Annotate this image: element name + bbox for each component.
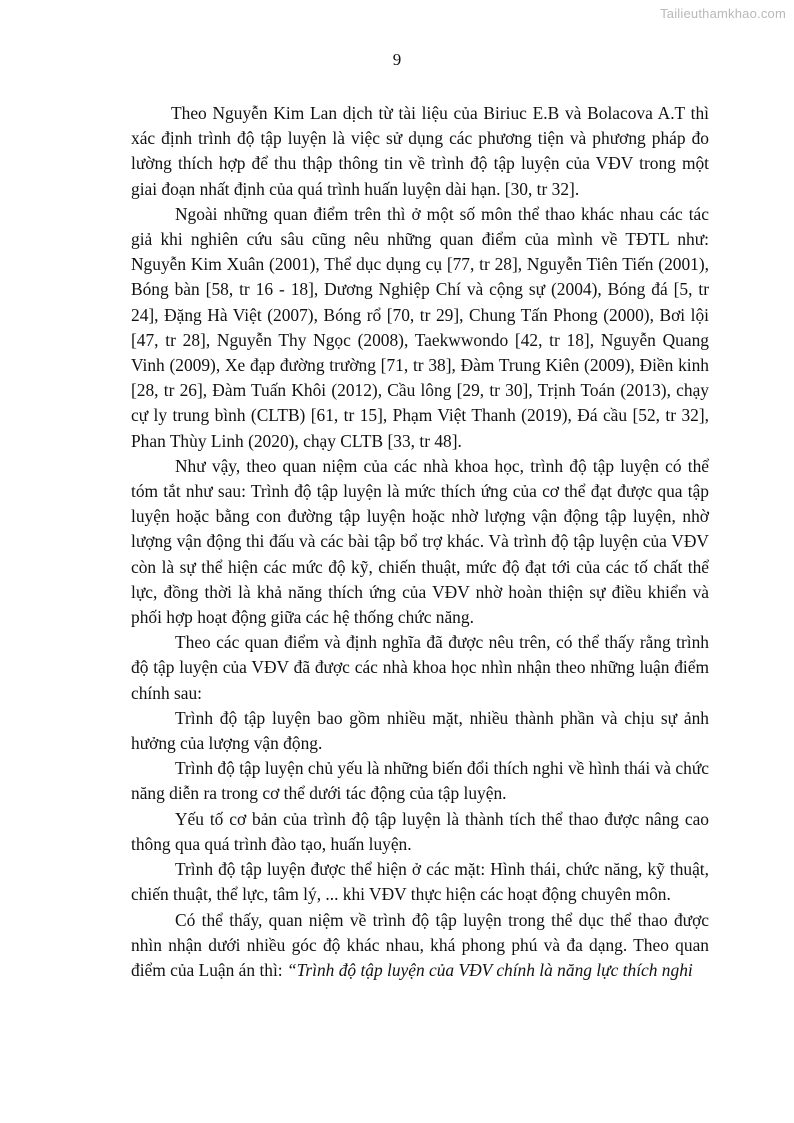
- document-body: [131, 101, 709, 983]
- paragraph-9: [131, 908, 709, 984]
- page-number: 9: [392, 50, 402, 69]
- paragraph-1: Theo Nguyễn Kim Lan dịch từ tài liệu của Biriuc E.B và Bolacova A.T thì xác định trình độ tập luyện là việc sử dụng các phương tiện và phương pháp đo lường thích hợp để thu thập thông tin về trình độ tập luyện của VĐV trong một giai đoạn nhất định của quá trình huấn luyện dài hạn. [30, tr 32].: [131, 103, 709, 199]
- thesis-quote: “Trình độ tập luyện của VĐV chính là năng lực thích nghi: [286, 959, 693, 980]
- paragraph-8: Trình độ tập luyện được thể hiện ở các mặt: Hình thái, chức năng, kỹ thuật, chiến thuật, thể lực, tâm lý, ... khi VĐV thực hiện các hoạt động chuyên môn.: [131, 859, 709, 905]
- paragraph-6: Trình độ tập luyện chủ yếu là những biến đổi thích nghi về hình thái và chức năng diễn ra trong cơ thể dưới tác động của tập luyện.: [131, 758, 709, 804]
- paragraph-5: Trình độ tập luyện bao gồm nhiều mặt, nhiều thành phần và chịu sự ảnh hưởng của lượng vận động.: [131, 707, 709, 754]
- paragraph-4: Theo các quan điểm và định nghĩa đã được nêu trên, có thể thấy rằng trình độ tập luyện của VĐV đã được các nhà khoa học nhìn nhận theo những luận điểm chính sau:: [131, 632, 709, 703]
- paragraph-3: Như vậy, theo quan niệm của các nhà khoa học, trình độ tập luyện có thể tóm tắt như sau: Trình độ tập luyện là mức thích ứng của cơ thể đạt được qua tập luyện hoặc bằng con đường tập luyện hoặc nhờ lượng vận động tập luyện, nhờ lượng vận động thi đấu và các bài tập bổ trợ khác. Và trình độ tập luyện của VĐV còn là sự thể hiện các mức độ kỹ, chiến thuật, mức độ đạt tới của các tố chất thể lực, đồng thời là khả năng thích ứng của VĐV nhờ hoàn thiện sự điều khiển và phối hợp hoạt động giữa các hệ thống chức năng.: [131, 455, 709, 628]
- paragraph-9-text: Có thể thấy, quan niệm về trình độ tập luyện trong thể dục thể thao được nhìn nhận dưới nhiều góc độ khác nhau, khá phong phú và đa dạng. Theo quan điểm của Luận án thì:: [131, 909, 709, 980]
- watermark: Tailieuthamkhao.com: [660, 6, 786, 21]
- paragraph-2: Ngoài những quan điểm trên thì ở một số môn thể thao khác nhau các tác giả khi nghiên cứu sâu cũng nêu những quan điểm của mình về TĐTL như: Nguyễn Kim Xuân (2001), Thể dục dụng cụ [77, tr 28], Nguyễn Tiên Tiến (2001), Bóng bàn [58, tr 16 - 18], Dương Nghiệp Chí và cộng sự (2004), Bóng đá [5, tr 24], Đặng Hà Việt (2007), Bóng rổ [70, tr 29], Chung Tấn Phong (2000), Bơi lội [47, tr 28], Nguyễn Thy Ngọc (2008), Taekwwondo [42, tr 18], Nguyễn Quang Vinh (2009), Xe đạp đường trường [71, tr 38], Đàm Trung Kiên (2009), Điền kinh [28, tr 26], Đàm Tuấn Khôi (2012), Cầu lông [29, tr 30], Trịnh Toán (2013), chạy cự ly trung bình (CLTB) [61, tr 15], Phạm Việt Thanh (2019), Đá cầu [52, tr 32], Phan Thùy Linh (2020), chạy CLTB [33, tr 48].: [131, 203, 709, 451]
- paragraph-7: Yếu tố cơ bản của trình độ tập luyện là thành tích thể thao được nâng cao thông qua quá trình đào tạo, huấn luyện.: [131, 808, 709, 854]
